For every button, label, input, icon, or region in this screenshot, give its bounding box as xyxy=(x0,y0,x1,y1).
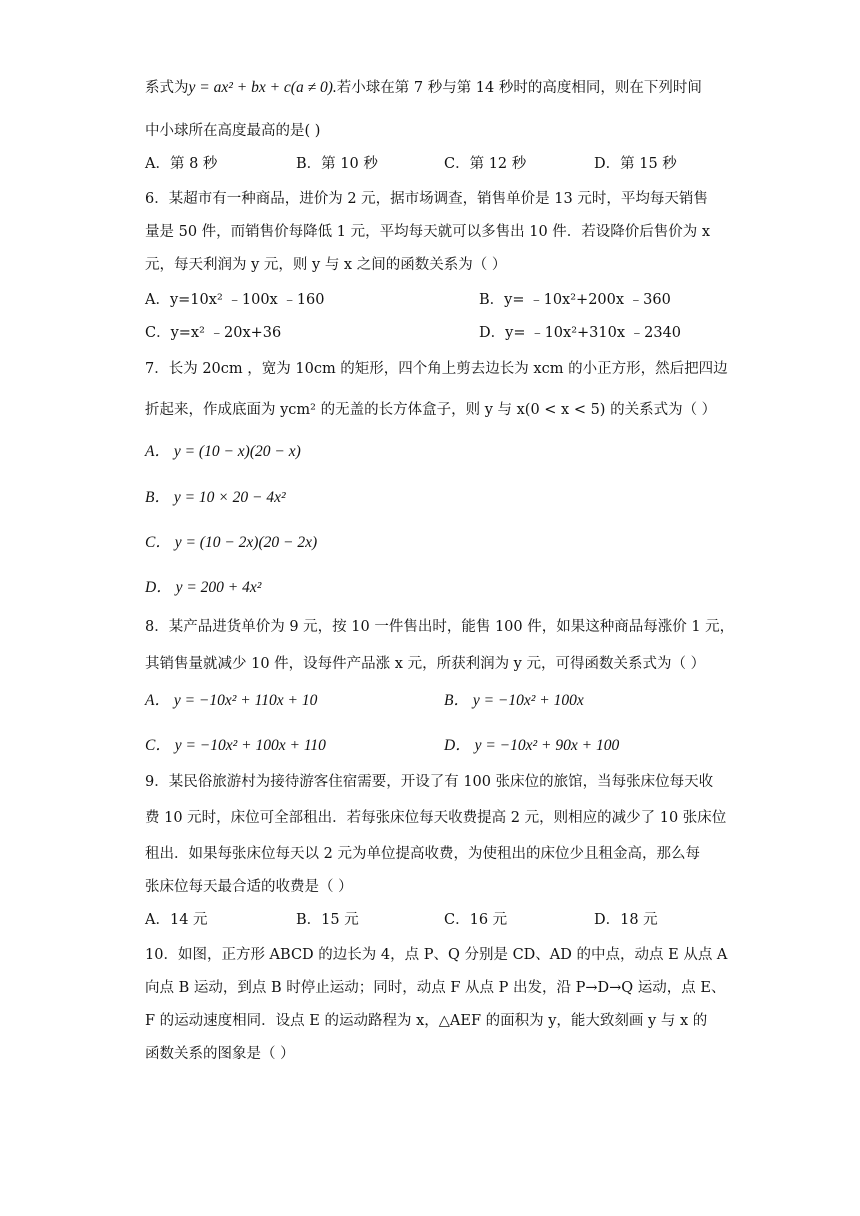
q9-option-b[interactable]: B．15 元 xyxy=(296,912,359,928)
q5-option-a[interactable]: A．第 8 秒 xyxy=(145,156,218,172)
q8-option-d[interactable]: D． y = −10x² + 90x + 100 xyxy=(444,737,620,754)
q5-line-2: 中小球所在高度最高的是( ) xyxy=(145,123,321,139)
q7-line-2: 折起来，作成底面为 ycm² 的无盖的长方体盒子，则 y 与 x(0 < x < 5) 的关系式为（ ） xyxy=(145,402,717,418)
q8-option-a[interactable]: A． y = −10x² + 110x + 10 xyxy=(145,692,318,709)
q6-option-b[interactable]: B．y= ﹣10x²+200x ﹣360 xyxy=(479,292,671,308)
q9-option-d[interactable]: D．18 元 xyxy=(594,912,658,928)
q5-line-1: 系式为y = ax² + bx + c(a ≠ 0).若小球在第 7 秒与第 14 秒时的高度相同，则在下列时间 xyxy=(145,79,702,96)
q10-line-1: 10．如图，正方形 ABCD 的边长为 4，点 P、Q 分别是 CD、AD 的中点，动点 E 从点 A xyxy=(145,947,728,963)
q9-line-1: 9．某民俗旅游村为接待游客住宿需要，开设了有 100 张床位的旅馆，当每张床位每天收 xyxy=(145,774,714,790)
q8-line-2: 其销售量就减少 10 件，设每件产品涨 x 元，所获利润为 y 元，可得函数关系式为（ ） xyxy=(145,656,706,672)
q6-line-2: 量是 50 件，而销售价每降低 1 元，平均每天就可以多售出 10 件．若设降价后售价为 x xyxy=(145,224,711,240)
q9-option-c[interactable]: C．16 元 xyxy=(444,912,508,928)
q7-option-b[interactable]: B． y = 10 × 20 − 4x² xyxy=(145,489,286,506)
q5-option-d[interactable]: D．第 15 秒 xyxy=(594,156,677,172)
q9-line-3: 租出．如果每张床位每天以 2 元为单位提高收费，为使租出的床位少且租金高，那么每 xyxy=(145,846,700,862)
q6-option-a[interactable]: A．y=10x² ﹣100x ﹣160 xyxy=(145,292,325,308)
q5-option-b[interactable]: B．第 10 秒 xyxy=(296,156,378,172)
q9-option-a[interactable]: A．14 元 xyxy=(145,912,208,928)
q6-option-c[interactable]: C．y=x² ﹣20x+36 xyxy=(145,325,282,341)
q5-formula: y = ax² + bx + c(a ≠ 0). xyxy=(188,79,337,96)
q7-line-1: 7．长为 20cm ，宽为 10cm 的矩形，四个角上剪去边长为 xcm 的小正方形，然后把四边 xyxy=(145,361,728,377)
q5-option-c[interactable]: C．第 12 秒 xyxy=(444,156,527,172)
q7-option-d[interactable]: D． y = 200 + 4x² xyxy=(145,579,262,596)
q10-line-3: F 的运动速度相同．设点 E 的运动路程为 x，△AEF 的面积为 y，能大致刻画 y 与 x 的 xyxy=(145,1013,708,1029)
q6-option-d[interactable]: D．y= ﹣10x²+310x ﹣2340 xyxy=(479,325,682,341)
q9-line-4: 张床位每天最合适的收费是（ ） xyxy=(145,879,353,895)
q10-line-2: 向点 B 运动，到点 B 时停止运动；同时，动点 F 从点 P 出发，沿 P→D→Q 运动，点 E、 xyxy=(145,980,726,996)
q6-line-3: 元，每天利润为 y 元，则 y 与 x 之间的函数关系为（ ） xyxy=(145,257,507,273)
q8-option-c[interactable]: C． y = −10x² + 100x + 110 xyxy=(145,737,326,754)
q10-line-4: 函数关系的图象是（ ） xyxy=(145,1046,295,1062)
q7-option-c[interactable]: C． y = (10 − 2x)(20 − 2x) xyxy=(145,534,318,551)
q7-option-a[interactable]: A． y = (10 − x)(20 − x) xyxy=(145,443,301,460)
q8-line-1: 8．某产品进货单价为 9 元，按 10 一件售出时，能售 100 件，如果这种商品每涨价 1 元， xyxy=(145,619,735,635)
q8-option-b[interactable]: B． y = −10x² + 100x xyxy=(444,692,584,709)
q9-line-2: 费 10 元时，床位可全部租出．若每张床位每天收费提高 2 元，则相应的减少了 10 张床位 xyxy=(145,810,727,826)
q6-line-1: 6．某超市有一种商品，进价为 2 元，据市场调查，销售单价是 13 元时，平均每天销售 xyxy=(145,191,708,207)
